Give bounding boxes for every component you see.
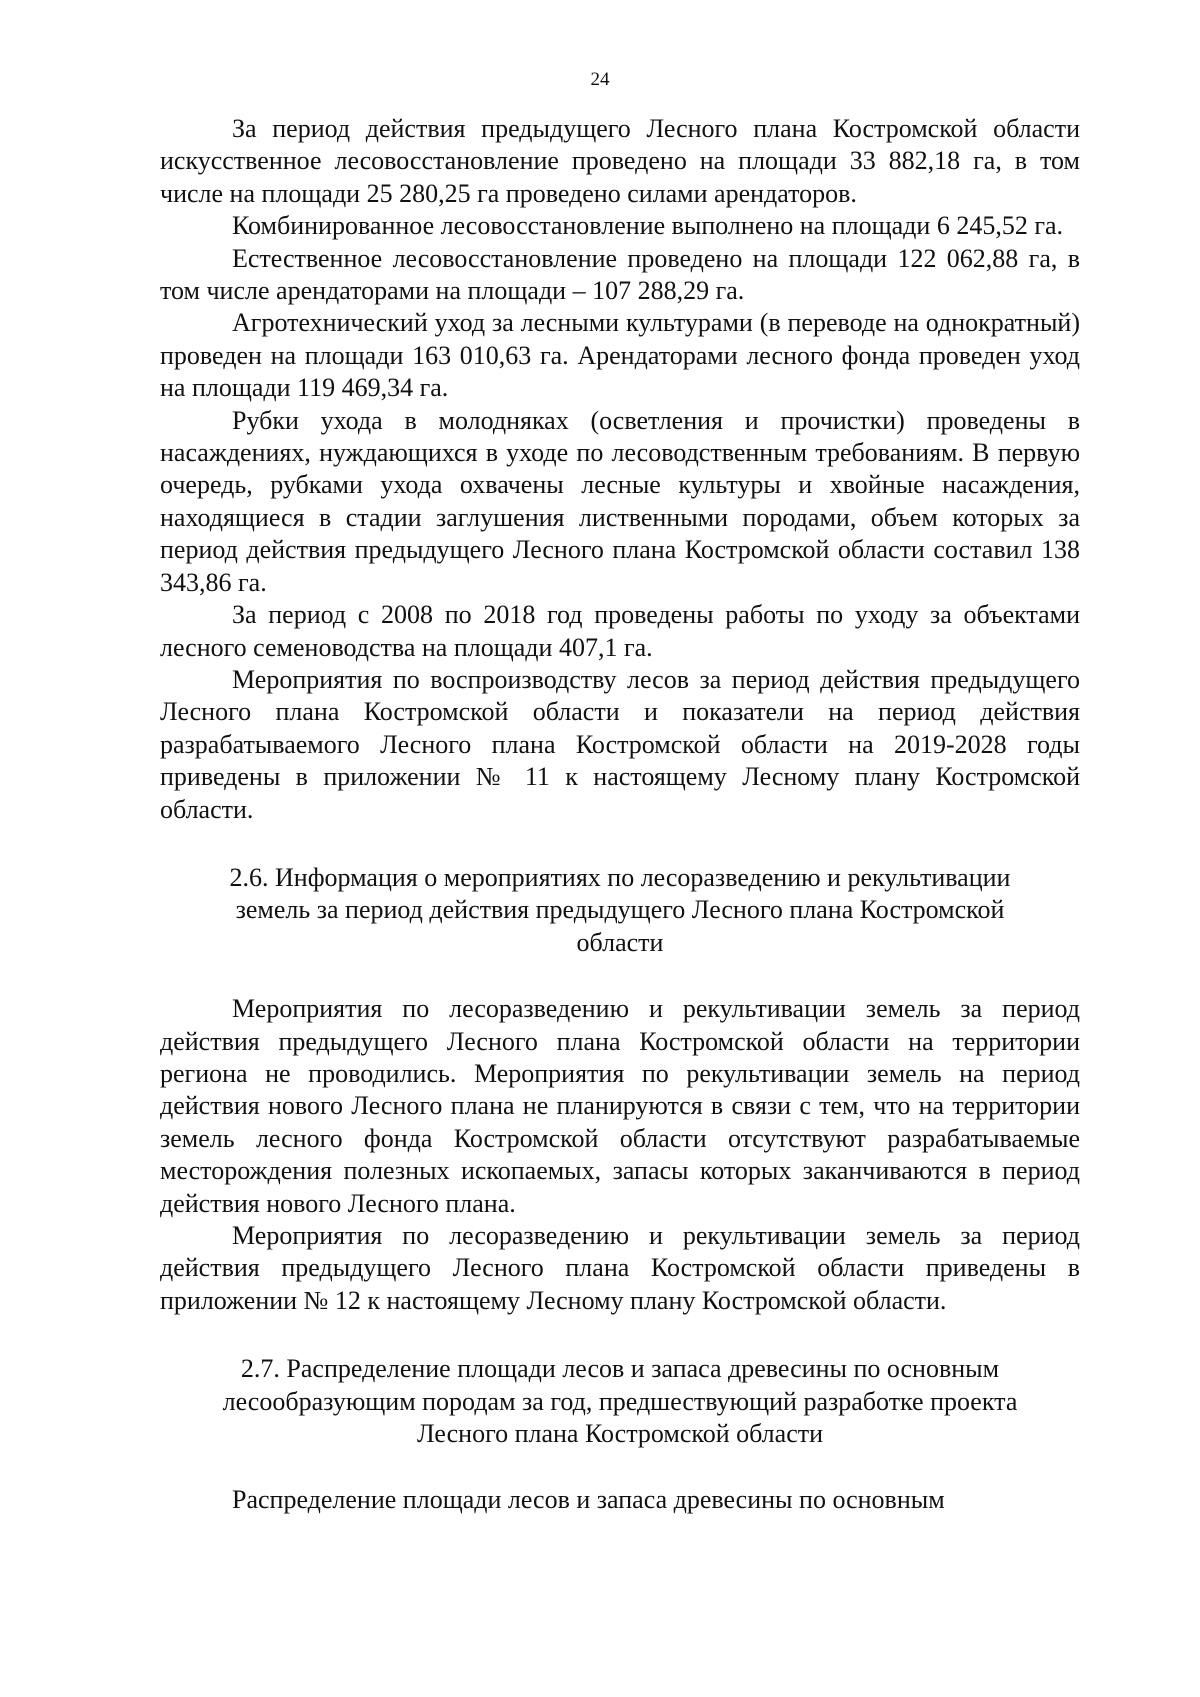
page-number: 24 [590,69,610,90]
paragraph-artificial-reforestation: За период действия предыдущего Лесного плана Костромской области искусственное лесовосстановление проведено на площади 33 882,18 га, в том числе на площади 25 280,25 га проведено силами арендаторов. [160,114,1080,208]
paragraph-combined-reforestation: Комбинированное лесовосстановление выполнено на площади 6 245,52 га. [232,211,1064,241]
paragraph-thinning: Рубки ухода в молодняках (осветления и прочистки) проведены в насаждениях, нуждающихся в уходе по лесоводственным требованиям. В первую очередь, рубками ухода охвачены лесные культуры и хвойные насаждения, находящиеся в стадии заглушения лиственными породами, объем которых за период действия предыдущего Лесного плана Костромской области составил 138 343,86 га. [160,405,1080,597]
section-heading-2-7: 2.7. Распределение площади лесов и запаса древесины по основным лесообразующим породам за год, предшествующий разработке проекта Лесного плана Костромской области [222,1354,1018,1449]
spacer [160,959,1080,993]
paragraph-natural-reforestation: Естественное лесовосстановление проведено на площади 122 062,88 га, в том числе арендаторами на площади – 107 288,29 га. [160,243,1080,306]
spacer [160,1450,1080,1484]
document-body [160,113,1080,1517]
paragraph-afforestation-not-conducted: Мероприятия по лесоразведению и рекультивации земель за период действия предыдущего Лесного плана Костромской области на территории региона не проводились. Мероприятия по рекультивации земель на период действия нового Лесного плана не планируются в связи с тем, что на территории земель лесного фонда Костромской области отсутствуют разрабатываемые месторождения полезных ископаемых, запасы которых заканчиваются в период действия нового Лесного плана. [160,994,1080,1218]
spacer [160,826,1080,862]
paragraph-reproduction-measures: Мероприятия по воспроизводству лесов за период действия предыдущего Лесного плана Костромской области и показатели на период действия разрабатываемого Лесного плана Костромской области на 2019-2028 годы приведены в приложении № 11 к настоящему Лесному плану Костромской области. [160,664,1080,824]
paragraph-afforestation-appendix: Мероприятия по лесоразведению и рекультивации земель за период действия предыдущего Лесного плана Костромской области приведены в приложении № 12 к настоящему Лесному плану Костромской области. [160,1221,1080,1315]
paragraph-distribution-start: Распределение площади лесов и запаса древесины по основным [232,1485,945,1515]
spacer [160,1317,1080,1353]
section-heading-2-6: 2.6. Информация о мероприятиях по лесоразведению и рекультивации земель за период действия предыдущего Лесного плана Костромской области [229,862,1011,957]
paragraph-seed-production: За период с 2008 по 2018 год проведены работы по уходу за объектами лесного семеноводства на площади 407,1 га. [160,600,1080,662]
paragraph-agrotechnical-care: Агротехнический уход за лесными культурами (в переводе на однократный) проведен на площади 163 010,63 га. Арендаторами лесного фонда проведен уход на площади 119 469,34 га. [160,308,1080,403]
